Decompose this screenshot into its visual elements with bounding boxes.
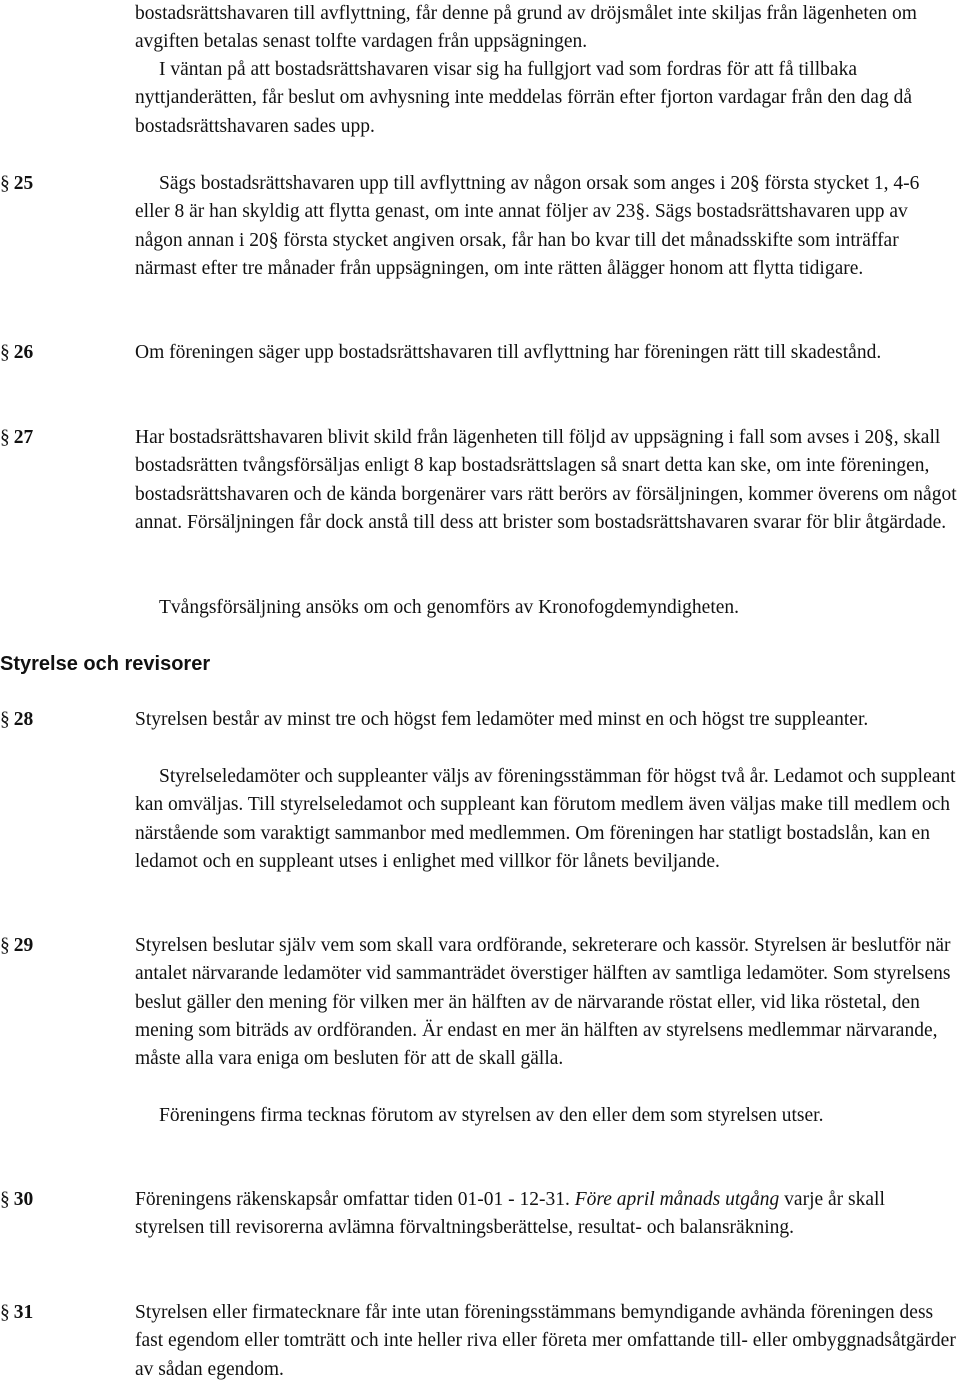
section-27-text-2: Tvångsförsäljning ansöks om och genomförs av Kronofogdemyndigheten. bbox=[159, 597, 740, 618]
continuation-paragraph-2 bbox=[135, 56, 957, 141]
section-number-29: § 29 bbox=[0, 935, 34, 956]
continuation-paragraph-2-text: I väntan på att bostadsrättshavaren visar sig ha fullgjort vad som fordras för att få tillbaka nyttjanderätten, får beslut om avhysning inte meddelas förrän efter fjorton vardagar från den dag då bostadsrättshavaren sades upp. bbox=[135, 59, 912, 137]
section-28-text: Styrelsen består av minst tre och högst fem ledamöter med minst en och högst tre suppleanter. bbox=[135, 709, 869, 730]
section-29-text: Styrelsen beslutar själv vem som skall vara ordförande, sekreterare och kassör. Styrelsen är beslutför när antalet närvarande ledamöter vid sammanträdet överstiger hälften av samtliga ledamöter. Som styrelsens beslut gäller den mening för vilken mer än hälften av de närvarande röstat eller, vid lika röstetal, den mening som biträds av ordföranden. Är endast en mer än hälften av styrelsens medlemmar närvarande, måste alla vara eniga om besluten för att de skall gälla. bbox=[135, 935, 951, 1070]
section-25-text: Sägs bostadsrättshavaren upp till avflyttning av någon orsak som anges i 20§ första stycket 1, 4-6 eller 8 är han skyldig att flytta genast, om inte annat följer av 23§. Sägs bostadsrättshavaren upp av någon annan i 20§ första stycket angiven orsak, får han bo kvar till det månadsskifte som inträffar närmast efter tre månader från uppsägningen, om inte rätten ålägger honom att flytta tidigare. bbox=[135, 173, 920, 279]
section-31-text: Styrelsen eller firmatecknare får inte utan föreningsstämmans bemyndigande avhända föreningen dess fast egendom eller tomträtt och inte heller riva eller företa mer omfattande till- eller ombyggnadsåtgärder av sådan egendom. bbox=[135, 1302, 956, 1380]
continuation-paragraph-1: bostadsrättshavaren till avflyttning, får denne på grund av dröjsmålet inte skiljas från lägenheten om avgiften betalas senast tolfte vardagen från uppsägningen. bbox=[135, 3, 917, 53]
section-number-30: § 30 bbox=[0, 1189, 34, 1210]
section-26-text: Om föreningen säger upp bostadsrättshavaren till avflyttning har föreningen rätt till skadestånd. bbox=[135, 342, 882, 363]
section-30-italic-text: Före april månads utgång bbox=[574, 1189, 780, 1210]
heading-board-and-auditors: Styrelse och revisorer bbox=[0, 653, 211, 675]
section-number-31: § 31 bbox=[0, 1302, 34, 1323]
section-28-text-2: Styrelseledamöter och suppleanter väljs av föreningsstämman för högst två år. Ledamot och suppleant kan omväljas. Till styrelseledamot och suppleant kan förutom medlem även väljas make till medlem och närstående som varaktigt sammanbor med medlemmen. Om föreningen har statligt bostadslån, kan en ledamot och en suppleant utses i enlighet med villkor för lånets beviljande. bbox=[135, 766, 956, 872]
section-number-28: § 28 bbox=[0, 709, 34, 730]
section-number-25: § 25 bbox=[0, 173, 34, 194]
section-29-text-2: Föreningens firma tecknas förutom av styrelsen av den eller dem som styrelsen utser. bbox=[159, 1105, 824, 1126]
section-number-26: § 26 bbox=[0, 342, 34, 363]
section-27-text: Har bostadsrättshavaren blivit skild från lägenheten till följd av uppsägning i fall som avses i 20§, skall bostadsrätten tvångsförsäljas enligt 8 kap bostadsrättslagen så snart detta kan ske, om inte föreningen, bostadsrättshavaren och de kända borgenärer vars rätt berörs av försäljningen, kommer överens om något annat. Försäljningen får dock anstå till dess att brister som bostadsrättshavaren svarar för blir åtgärdade. bbox=[135, 427, 957, 533]
section-30-text: Föreningens räkenskapsår omfattar tiden 01-01 - 12-31. Före april månads utgång varje år skall styrelsen till revisorerna avlämna förvaltningsberättelse, resultat- och balansräkning. bbox=[135, 1189, 885, 1239]
section-number-27: § 27 bbox=[0, 427, 34, 448]
